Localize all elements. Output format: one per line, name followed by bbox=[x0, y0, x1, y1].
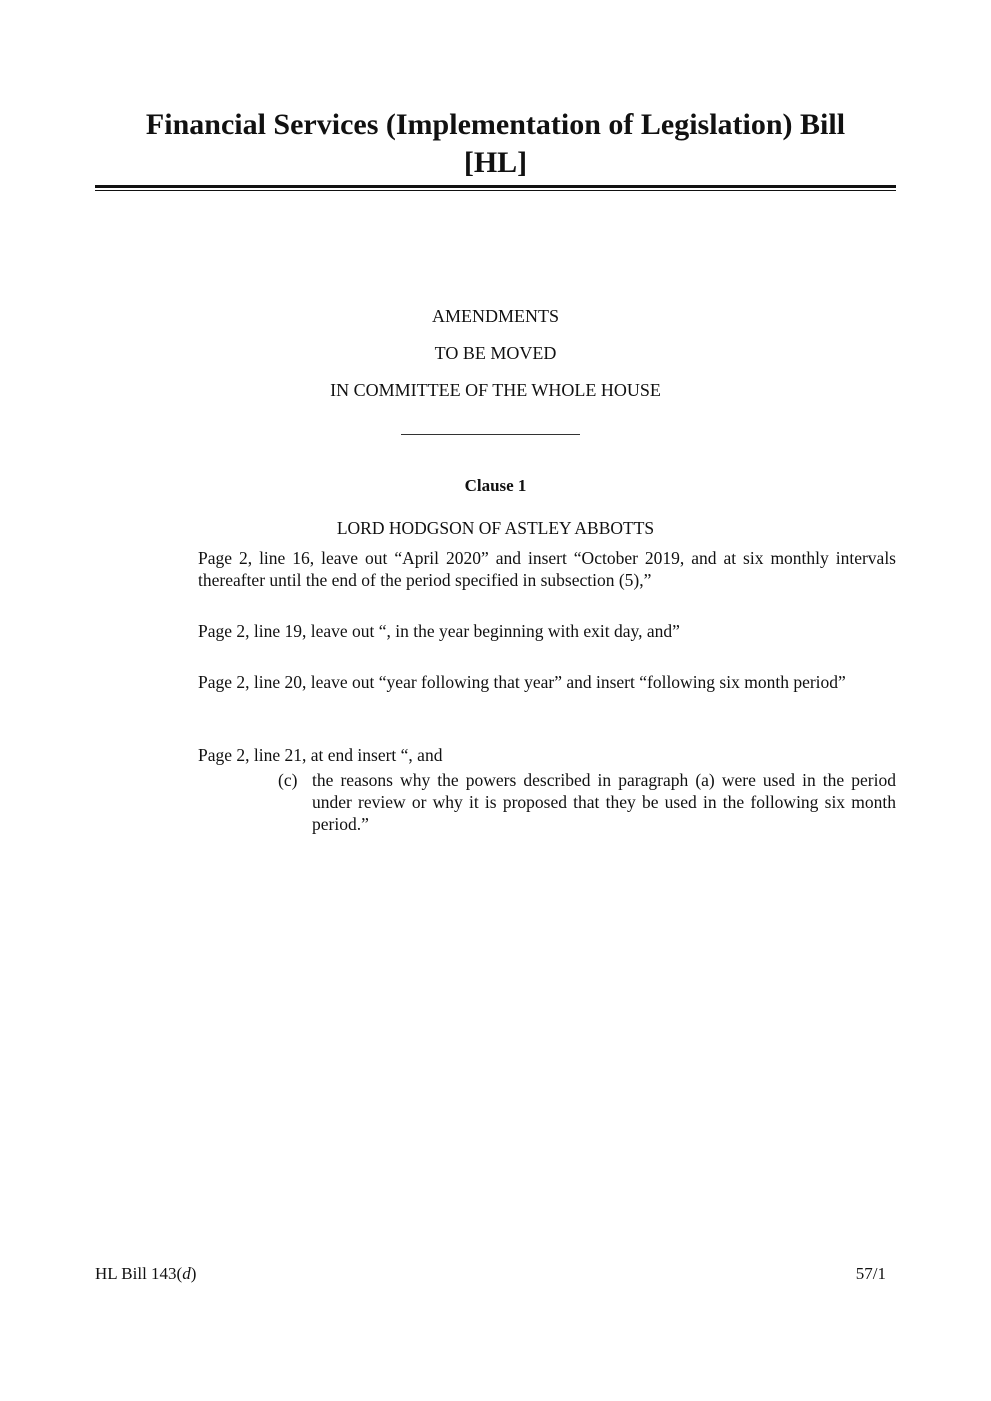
amendment-2: Page 2, line 19, leave out “, in the year beginning with exit day, and” bbox=[198, 621, 680, 641]
bill-number-letter: d bbox=[182, 1264, 191, 1283]
amendment-3: Page 2, line 20, leave out “year following that year” and insert “following six month period” bbox=[198, 672, 846, 692]
member-name: LORD HODGSON OF ASTLEY ABBOTTS bbox=[336, 518, 655, 538]
heading-committee: IN COMMITTEE OF THE WHOLE HOUSE bbox=[330, 380, 661, 400]
bill-number-suffix: ) bbox=[190, 1264, 197, 1283]
title-rule-thick bbox=[95, 185, 896, 188]
amendment-4: Page 2, line 21, at end insert “, and bbox=[198, 745, 443, 765]
subparagraph-label: (c) bbox=[278, 770, 298, 790]
title-rule-thin bbox=[95, 190, 896, 191]
amendment-4-subparagraph bbox=[278, 769, 896, 835]
heading-to-be-moved: TO BE MOVED bbox=[434, 343, 557, 363]
bill-title-line1: Financial Services (Implementation of Legislation) Bill bbox=[145, 108, 846, 141]
clause-heading: Clause 1 bbox=[464, 476, 527, 495]
bill-number-prefix: HL Bill 143( bbox=[95, 1264, 183, 1283]
bill-number bbox=[95, 1264, 196, 1284]
amendment-1: Page 2, line 16, leave out “April 2020” and insert “October 2019, and at six monthly intervals thereafter until the end of the period specified in subsection (5),” bbox=[198, 548, 896, 590]
page-reference: 57/1 bbox=[855, 1264, 886, 1283]
bill-title bbox=[95, 106, 896, 182]
heading-amendments: AMENDMENTS bbox=[431, 306, 559, 326]
bill-title-line2: [HL] bbox=[463, 146, 528, 179]
subparagraph-text: the reasons why the powers described in paragraph (a) were used in the period under review or why it is proposed that they be used in the following six month period.” bbox=[312, 770, 896, 834]
section-divider bbox=[401, 434, 580, 435]
